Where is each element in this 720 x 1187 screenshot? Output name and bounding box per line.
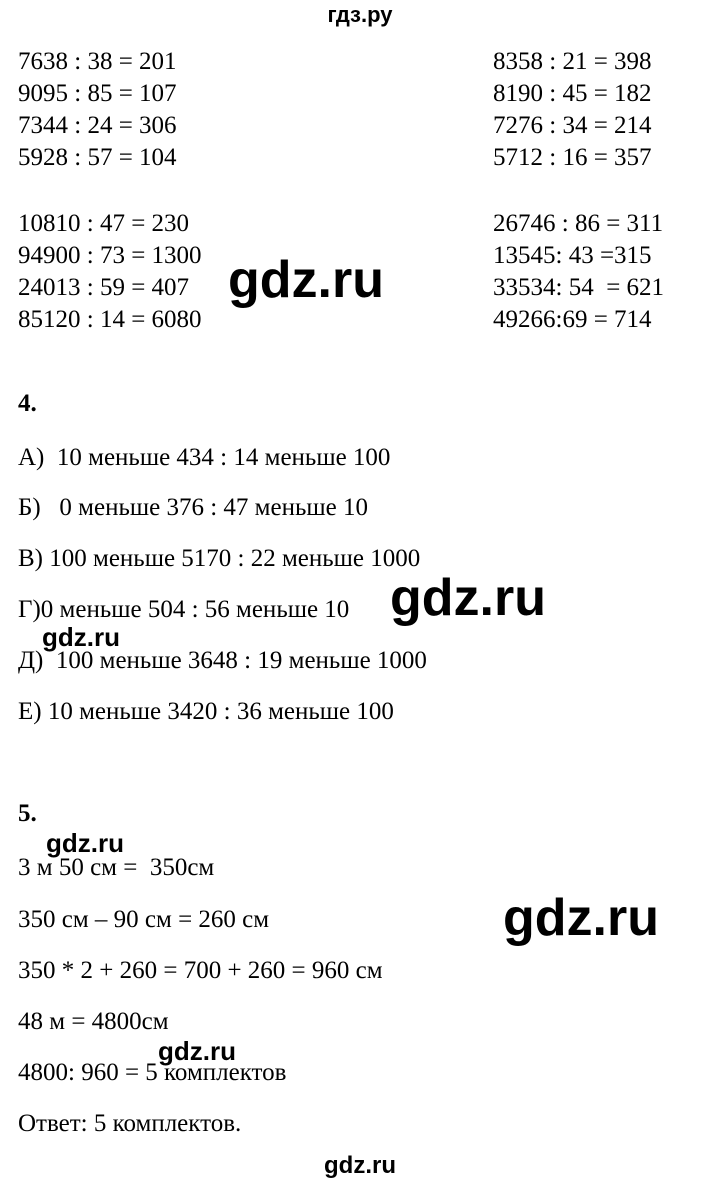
equation: 13545: 43 =315: [493, 242, 652, 269]
solution-line: 3 м 50 см = 350см: [18, 854, 215, 881]
equation: 8358 : 21 = 398: [493, 48, 652, 75]
equation: 49266:69 = 714: [493, 306, 652, 333]
equation: 7638 : 38 = 201: [18, 48, 177, 75]
equation: 7344 : 24 = 306: [18, 112, 177, 139]
division-left-group-1: [18, 46, 177, 174]
equation: 24013 : 59 = 407: [18, 274, 190, 301]
solution-line: 48 м = 4800см: [18, 1008, 169, 1035]
equation: 26746 : 86 = 311: [493, 210, 664, 237]
watermark: gdz.ru: [46, 828, 124, 858]
comparison-line: Е) 10 меньше 3420 : 36 меньше 100: [18, 698, 394, 725]
division-right-group-1: [493, 46, 652, 174]
equation: 33534: 54 = 621: [493, 274, 665, 301]
comparison-line: Г)0 меньше 504 : 56 меньше 10: [18, 596, 350, 623]
equation: 5928 : 57 = 104: [18, 144, 177, 171]
watermark: gdz.ru: [228, 251, 384, 309]
equation: 9095 : 85 = 107: [18, 80, 177, 107]
task-5-heading: 5.: [18, 800, 37, 827]
watermark: gdz.ru: [503, 889, 659, 947]
equation: 85120 : 14 = 6080: [18, 306, 202, 333]
comparison-line: В) 100 меньше 5170 : 22 меньше 1000: [18, 545, 421, 572]
solution-line: 4800: 960 = 5 комплектов: [18, 1059, 287, 1086]
task-4-heading: 4.: [18, 390, 37, 417]
solution-line: 350 * 2 + 260 = 700 + 260 = 960 см: [18, 957, 383, 984]
site-header-title: гдз.ру: [327, 2, 393, 27]
equation: 8190 : 45 = 182: [493, 80, 652, 107]
equation: 10810 : 47 = 230: [18, 210, 190, 237]
answer-line: Ответ: 5 комплектов.: [18, 1110, 242, 1137]
solution-line: 350 см – 90 см = 260 см: [18, 906, 270, 933]
division-right-group-2: [493, 208, 664, 336]
watermark: gdz.ru: [42, 622, 120, 652]
equation: 5712 : 16 = 357: [493, 144, 652, 171]
comparison-line: Д) 100 меньше 3648 : 19 меньше 1000: [18, 647, 427, 674]
comparison-line: А) 10 меньше 434 : 14 меньше 100: [18, 444, 391, 471]
equation: 94900 : 73 = 1300: [18, 242, 202, 269]
watermark: gdz.ru: [390, 569, 546, 627]
watermark: gdz.ru: [158, 1036, 236, 1066]
footer-watermark: gdz.ru: [324, 1152, 396, 1179]
division-left-group-2: [18, 208, 202, 336]
comparison-line: Б) 0 меньше 376 : 47 меньше 10: [18, 494, 368, 521]
equation: 7276 : 34 = 214: [493, 112, 652, 139]
